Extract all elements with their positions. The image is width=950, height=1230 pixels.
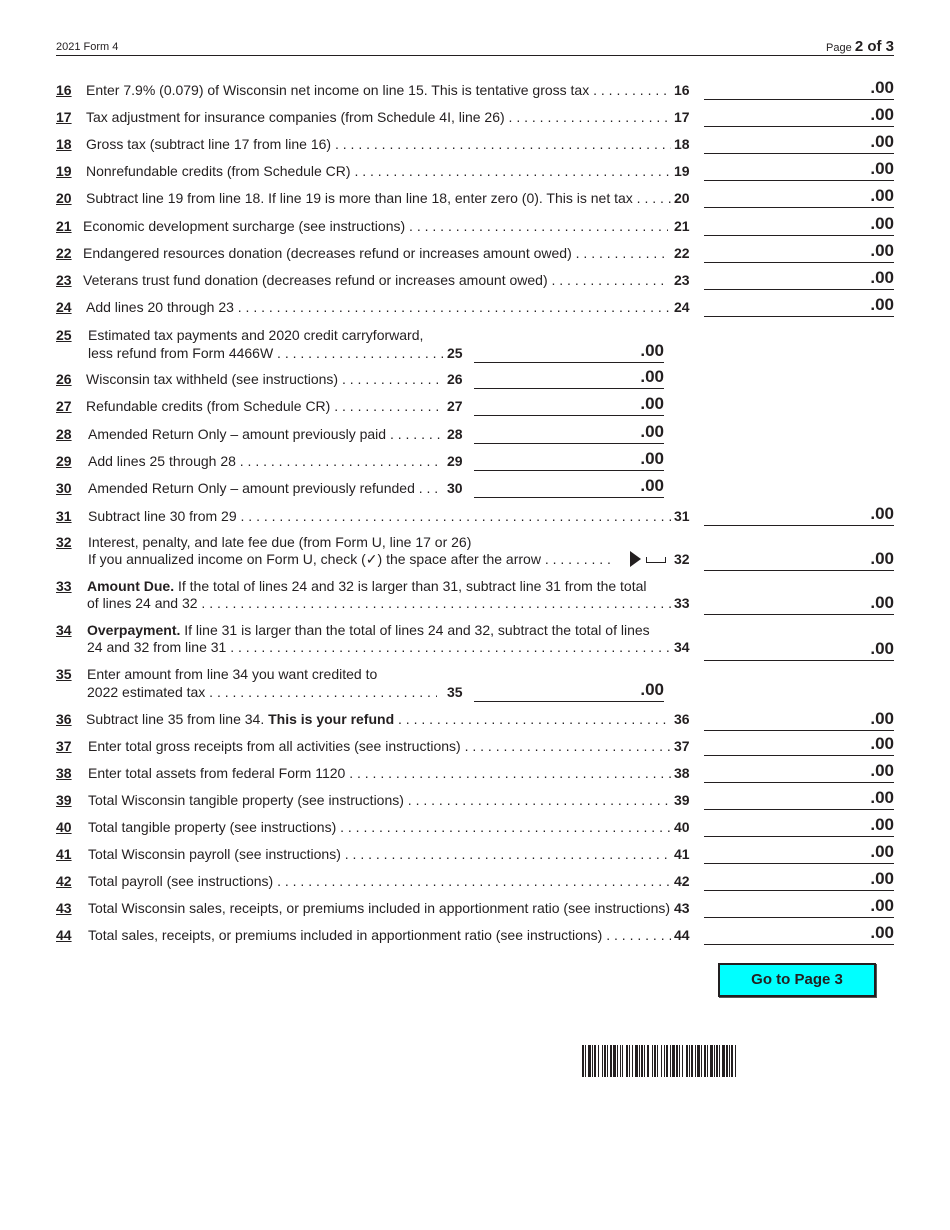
line-21-ref: 21 <box>674 218 690 234</box>
line-24-number: 24 <box>56 299 72 315</box>
line-32-number: 32 <box>56 534 72 550</box>
line-19-ref: 19 <box>674 163 690 179</box>
line-27-amount-field[interactable]: .00 <box>474 395 664 416</box>
line-21-number: 21 <box>56 218 72 234</box>
line-18-number: 18 <box>56 136 72 152</box>
line-38-ref: 38 <box>674 765 690 781</box>
line-36-number: 36 <box>56 711 72 727</box>
line-16-number: 16 <box>56 82 72 98</box>
line-23-label: Veterans trust fund donation (decreases refund or increases amount owed) . . . <box>83 271 668 289</box>
line-26-number: 26 <box>56 371 72 387</box>
line-19-label: Nonrefundable credits (from Schedule CR) . . . <box>86 162 671 180</box>
line-39-number: 39 <box>56 792 72 808</box>
line-25-label-2: less refund from Form 4466W . . . <box>88 344 443 362</box>
line-34-heading: Overpayment. <box>87 622 181 638</box>
line-17-amount-field[interactable]: .00 <box>704 106 894 127</box>
line-35-label-2: 2022 estimated tax . . . <box>87 683 437 701</box>
line-25-number: 25 <box>56 327 72 343</box>
line-43-ref: 43 <box>674 900 690 916</box>
line-31-number: 31 <box>56 508 72 524</box>
line-24-amount-field[interactable]: .00 <box>704 296 894 317</box>
arrow-icon <box>630 551 641 567</box>
line-35-number: 35 <box>56 666 72 682</box>
form-title: 2021 Form 4 <box>56 41 119 53</box>
line-44-ref: 44 <box>674 927 690 943</box>
line-32-ref: 32 <box>674 551 690 567</box>
line-21-label: Economic development surcharge (see instructions) . . . <box>83 217 668 235</box>
line-29-label: Add lines 25 through 28 . . . <box>88 452 443 470</box>
line-22-amount-field[interactable]: .00 <box>704 242 894 263</box>
line-41-amount-field[interactable]: .00 <box>704 843 894 864</box>
line-34-ref: 34 <box>674 639 690 655</box>
line-37-number: 37 <box>56 738 72 754</box>
line-29-amount-field[interactable]: .00 <box>474 450 664 471</box>
line-41-number: 41 <box>56 846 72 862</box>
line-19-number: 19 <box>56 163 72 179</box>
line-28-number: 28 <box>56 426 72 442</box>
line-36-ref: 36 <box>674 711 690 727</box>
line-33-label-2: of lines 24 and 32 . . . <box>87 594 671 612</box>
line-32-label-2: If you annualized income on Form U, check (✓) the space after the arrow . . . . . . . . . <box>88 551 611 567</box>
line-30-ref: 30 <box>447 480 463 496</box>
header-rule <box>56 55 894 56</box>
line-29-number: 29 <box>56 453 72 469</box>
line-35-label-1: Enter amount from line 34 you want credited to <box>87 666 378 682</box>
line-40-ref: 40 <box>674 819 690 835</box>
line-16-label: Enter 7.9% (0.079) of Wisconsin net income on line 15. This is tentative gross tax . . . <box>86 81 671 99</box>
line-33-number: 33 <box>56 578 72 594</box>
line-29-ref: 29 <box>447 453 463 469</box>
line-44-label: Total sales, receipts, or premiums included in apportionment ratio (see instructions) . . . <box>88 926 671 944</box>
line-34-label-1: If line 31 is larger than the total of lines 24 and 32, subtract the total of lines <box>184 622 650 638</box>
line-27-label: Refundable credits (from Schedule CR) . . . <box>86 397 441 415</box>
line-38-number: 38 <box>56 765 72 781</box>
line-24-ref: 24 <box>674 299 690 315</box>
line-16-ref: 16 <box>674 82 690 98</box>
line-33-amount-field[interactable]: .00 <box>704 594 894 615</box>
line-41-label: Total Wisconsin payroll (see instructions) . . . <box>88 845 671 863</box>
line-38-label: Enter total assets from federal Form 1120 . . . <box>88 764 671 782</box>
line-31-label: Subtract line 30 from 29 . . . <box>88 507 671 525</box>
line-43-number: 43 <box>56 900 72 916</box>
line-35-ref: 35 <box>447 684 463 700</box>
line-24-label: Add lines 20 through 23 . . . <box>86 298 671 316</box>
line-23-ref: 23 <box>674 272 690 288</box>
line-37-ref: 37 <box>674 738 690 754</box>
line-28-ref: 28 <box>447 426 463 442</box>
line-25-ref: 25 <box>447 345 463 361</box>
line-43-label: Total Wisconsin sales, receipts, or premiums included in apportionment ratio (see instructions) <box>88 900 671 916</box>
line-20-amount-field[interactable]: .00 <box>704 187 894 208</box>
line-25-amount-field[interactable]: .00 <box>474 342 664 363</box>
line-32-label-1: Interest, penalty, and late fee due (from Form U, line 17 or 26) <box>88 534 472 550</box>
line-27-number: 27 <box>56 398 72 414</box>
line-44-number: 44 <box>56 927 72 943</box>
line-26-ref: 26 <box>447 371 463 387</box>
line-20-label: Subtract line 19 from line 18. If line 19 is more than line 18, enter zero (0). This is net tax . . . <box>86 189 671 207</box>
line-20-ref: 20 <box>674 190 690 206</box>
line-17-number: 17 <box>56 109 72 125</box>
line-30-label: Amended Return Only – amount previously refunded . . . <box>88 479 443 497</box>
line-40-number: 40 <box>56 819 72 835</box>
line-19-amount-field[interactable]: .00 <box>704 160 894 181</box>
line-20-number: 20 <box>56 190 72 206</box>
line-26-amount-field[interactable]: .00 <box>474 368 664 389</box>
line-34-amount-field[interactable]: .00 <box>704 640 894 661</box>
line-38-amount-field[interactable]: .00 <box>704 762 894 783</box>
line-31-ref: 31 <box>674 508 690 524</box>
line-30-amount-field[interactable]: .00 <box>474 477 664 498</box>
line-25-label-1: Estimated tax payments and 2020 credit carryforward, <box>88 327 424 343</box>
line-18-ref: 18 <box>674 136 690 152</box>
line-23-amount-field[interactable]: .00 <box>704 269 894 290</box>
line-39-label: Total Wisconsin tangible property (see instructions) . . . <box>88 791 671 809</box>
line-33-label-1: If the total of lines 24 and 32 is larger than 31, subtract line 31 from the total <box>178 578 647 594</box>
line-18-label: Gross tax (subtract line 17 from line 16) . . . <box>86 135 671 153</box>
line-26-label: Wisconsin tax withheld (see instructions) . . . <box>86 370 441 388</box>
go-to-page-3-button[interactable]: Go to Page 3 <box>718 963 876 997</box>
line-40-label: Total tangible property (see instructions) . . . <box>88 818 671 836</box>
line-42-number: 42 <box>56 873 72 889</box>
line-32-amount-field[interactable]: .00 <box>704 550 894 571</box>
line-33-heading: Amount Due. <box>87 578 175 594</box>
line-22-ref: 22 <box>674 245 690 261</box>
line-21-amount-field[interactable]: .00 <box>704 215 894 236</box>
line-36-label: Subtract line 35 from line 34. This is your refund . . . <box>86 710 671 728</box>
line-41-ref: 41 <box>674 846 690 862</box>
line-16-amount-field[interactable]: .00 <box>704 79 894 100</box>
line-23-number: 23 <box>56 272 72 288</box>
line-36-amount-field[interactable]: .00 <box>704 710 894 731</box>
line-42-ref: 42 <box>674 873 690 889</box>
line-18-amount-field[interactable]: .00 <box>704 133 894 154</box>
line-39-ref: 39 <box>674 792 690 808</box>
page-indicator: Page 2 of 3 <box>826 38 894 55</box>
line-44-amount-field[interactable]: .00 <box>704 924 894 945</box>
line-17-ref: 17 <box>674 109 690 125</box>
line-39-amount-field[interactable]: .00 <box>704 789 894 810</box>
line-31-amount-field[interactable]: .00 <box>704 505 894 526</box>
line-42-amount-field[interactable]: .00 <box>704 870 894 891</box>
line-40-amount-field[interactable]: .00 <box>704 816 894 837</box>
line-22-label: Endangered resources donation (decreases refund or increases amount owed) . . . <box>83 244 668 262</box>
line-27-ref: 27 <box>447 398 463 414</box>
line-33-ref: 33 <box>674 595 690 611</box>
line-30-number: 30 <box>56 480 72 496</box>
line-37-amount-field[interactable]: .00 <box>704 735 894 756</box>
line-28-amount-field[interactable]: .00 <box>474 423 664 444</box>
line-22-number: 22 <box>56 245 72 261</box>
line-34-label-2: 24 and 32 from line 31 . . . <box>87 638 671 656</box>
line-37-label: Enter total gross receipts from all activities (see instructions) . . . <box>88 737 671 755</box>
annualized-checkbox[interactable] <box>646 557 666 563</box>
barcode-image <box>582 1045 876 1077</box>
line-42-label: Total payroll (see instructions) . . . <box>88 872 671 890</box>
line-17-label: Tax adjustment for insurance companies (from Schedule 4I, line 26) . . . <box>86 108 671 126</box>
line-35-amount-field[interactable]: .00 <box>474 681 664 702</box>
line-34-number: 34 <box>56 622 72 638</box>
line-28-label: Amended Return Only – amount previously paid . . . <box>88 425 443 443</box>
line-43-amount-field[interactable]: .00 <box>704 897 894 918</box>
